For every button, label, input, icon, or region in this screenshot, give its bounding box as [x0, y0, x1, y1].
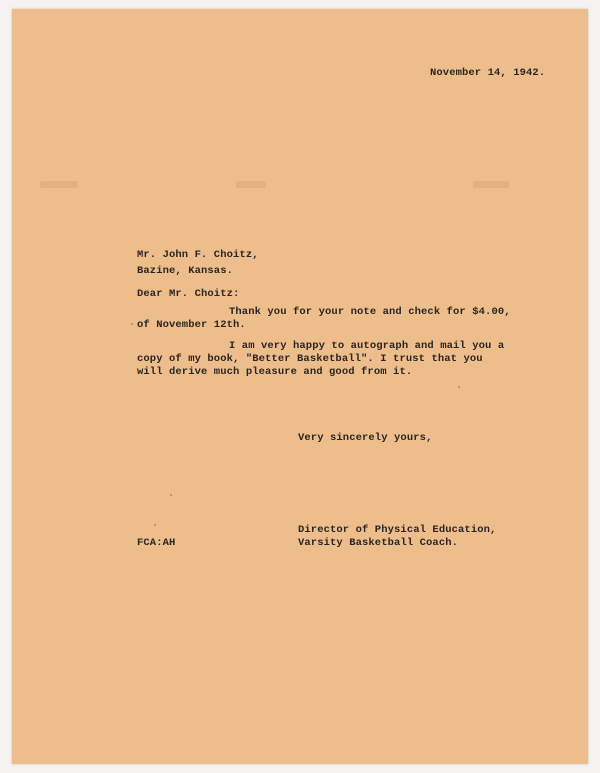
bleed-through-mark	[236, 181, 266, 188]
paragraph-1-line-2: of November 12th.	[137, 319, 246, 331]
signature-title	[298, 524, 496, 550]
letter-page	[12, 9, 588, 764]
reference-initials: FCA:AH	[137, 537, 176, 549]
paper-speck	[170, 494, 172, 496]
recipient-name: Mr. John F. Choitz,	[137, 249, 259, 261]
bleed-through-mark	[40, 181, 78, 188]
paragraph-2	[137, 340, 504, 379]
recipient-location: Bazine, Kansas.	[137, 265, 234, 277]
paper-speck	[154, 524, 156, 526]
paper-speck	[131, 323, 133, 325]
letter-date: November 14, 1942.	[430, 67, 546, 79]
salutation: Dear Mr. Choitz:	[137, 288, 240, 300]
paper-speck	[458, 386, 460, 388]
bleed-through-mark	[473, 181, 509, 188]
paragraph-2-line-2: copy of my book, "Better Basketball". I trust that you	[137, 353, 483, 365]
paragraph-2-line-1: I am very happy to autograph and mail you a	[229, 340, 505, 352]
paragraph-1-line-1: Thank you for your note and check for $4.00,	[229, 306, 511, 318]
signature-title-line-1: Director of Physical Education,	[298, 524, 497, 536]
paragraph-1	[137, 306, 511, 332]
paragraph-2-line-3: will derive much pleasure and good from it.	[137, 366, 413, 378]
signature-title-line-2: Varsity Basketball Coach.	[298, 537, 459, 549]
recipient-address	[137, 249, 259, 278]
closing: Very sincerely yours,	[298, 432, 433, 444]
